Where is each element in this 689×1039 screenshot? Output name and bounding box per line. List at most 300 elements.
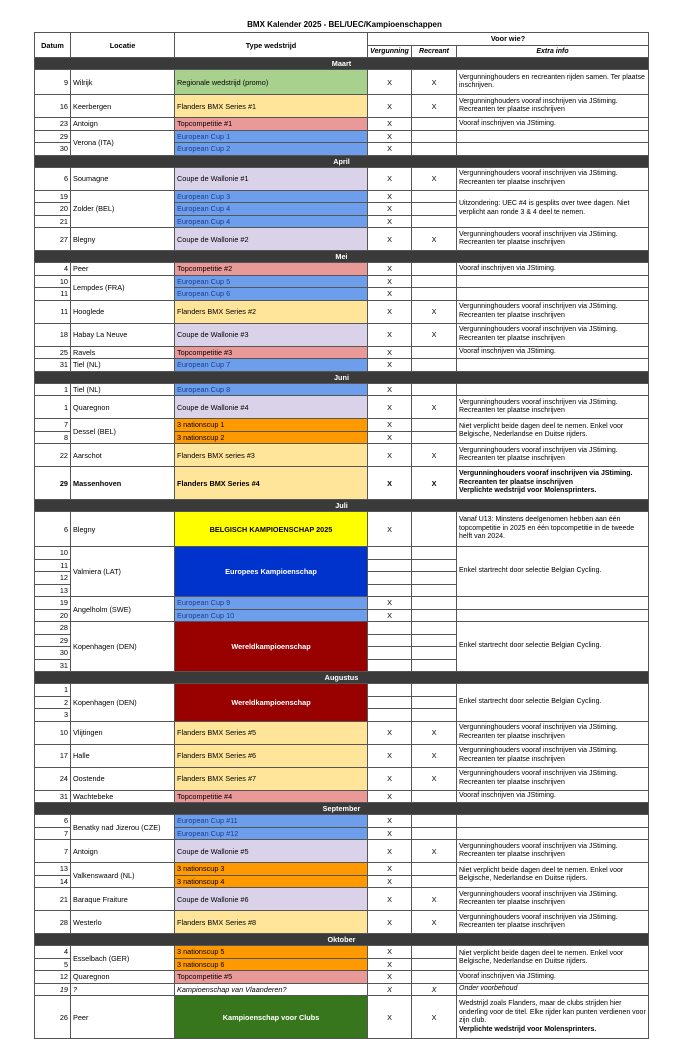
extra-info-note: Verplichte wedstrijd voor Molensprinters. [459,1025,597,1033]
extra-info-note: Verplichte wedstrijd voor Molensprinters. [459,487,597,495]
race-type-cell: European Cup #11 [175,815,368,828]
extra-info-cell [457,983,649,996]
location-cell: Benatky nad Jizerou (CZE) [71,815,175,840]
location-cell: Peer [71,996,175,1039]
extra-info-cell [457,840,649,863]
extra-info-text: Uitzondering: UEC #4 is gesplits over twee dagen. Niet verplicht aan ronde 3 & 4 deel te nemen. [459,200,630,216]
vergunning-cell [368,659,412,672]
date-cell: 31 [35,359,71,372]
vergunning-cell: X [368,288,412,301]
race-type-cell: Topcompetitie #2 [175,263,368,276]
extra-info-cell [457,323,649,346]
extra-info-text: Vooraf inschrijven via JStiming. [459,348,556,355]
vergunning-cell [368,634,412,647]
vergunning-cell: X [368,863,412,876]
extra-info-text: Niet verplicht beide dagen deel te nemen. Enkel voor Belgische, Nederlandse en Duitse rijders. [459,422,624,438]
vergunning-cell: X [368,827,412,840]
race-type-cell: Coupe de Wallonie #6 [175,888,368,911]
calendar-row [35,419,649,432]
location-cell: Oostende [71,767,175,790]
recreant-cell [412,572,457,585]
vergunning-cell: X [368,263,412,276]
extra-info-cell [457,118,649,131]
race-type-cell: Coupe de Wallonie #3 [175,323,368,346]
location-cell: Ravels [71,346,175,359]
recreant-cell [412,696,457,709]
vergunning-cell: X [368,383,412,396]
recreant-cell [412,431,457,444]
vergunning-cell: X [368,790,412,803]
vergunning-cell: X [368,118,412,131]
header-locatie: Locatie [71,33,175,58]
recreant-cell [412,790,457,803]
month-label: April [35,155,649,167]
date-cell: 2 [35,696,71,709]
race-type-cell: European Cup 1 [175,130,368,143]
extra-info-text: Vergunninghouders en recreanten rijden samen. Ter plaatse inschrijven. [459,73,645,89]
date-cell: 14 [35,875,71,888]
extra-info-cell [457,684,649,722]
extra-info-cell [457,70,649,95]
race-type-cell: Topcompetitie #5 [175,971,368,984]
calendar-row [35,396,649,419]
recreant-cell: X [412,167,457,190]
race-type-cell: European Cup 4 [175,203,368,216]
calendar-table [34,32,649,1039]
race-type-cell: 3 nationscup 5 [175,946,368,959]
extra-info-cell [457,288,649,301]
calendar-row [35,888,649,911]
header-recreant: Recreant [412,45,457,58]
race-type-cell: Flanders BMX Series #8 [175,911,368,934]
recreant-cell [412,597,457,610]
extra-info-cell [457,721,649,744]
calendar-row [35,911,649,934]
race-type-cell: Flanders BMX series #3 [175,444,368,467]
month-label: Juli [35,500,649,512]
recreant-cell: X [412,744,457,767]
extra-info-cell [457,359,649,372]
vergunning-cell: X [368,888,412,911]
vergunning-cell: X [368,467,412,500]
date-cell: 20 [35,203,71,216]
vergunning-cell: X [368,996,412,1039]
vergunning-cell: X [368,130,412,143]
location-cell: Blegny [71,512,175,547]
extra-info-cell [457,467,649,500]
recreant-cell: X [412,840,457,863]
extra-info-text: Vooraf inschrijven via JStiming. [459,119,556,127]
recreant-cell [412,346,457,359]
extra-info-text: Vergunninghouders vooraf inschrijven via JStiming. Recreanten ter plaatse inschrijven [459,470,633,486]
extra-info-text: Vergunninghouders vooraf inschrijven via JStiming. Recreanten ter plaatse inschrijven [459,398,618,414]
extra-info-cell [457,263,649,276]
month-label: September [35,803,649,815]
recreant-cell [412,203,457,216]
recreant-cell: X [412,300,457,323]
extra-info-text: Vergunninghouders vooraf inschrijven via JStiming. Recreanten ter plaatse inschrijven [459,913,618,929]
vergunning-cell [368,709,412,722]
recreant-cell: X [412,767,457,790]
recreant-cell [412,419,457,432]
vergunning-cell: X [368,323,412,346]
extra-info-cell [457,815,649,828]
race-type-cell: Flanders BMX Series #2 [175,300,368,323]
race-type-cell: European Cup 4 [175,215,368,228]
race-type-cell: European Cup 5 [175,275,368,288]
location-cell: Quaregnon [71,396,175,419]
vergunning-cell: X [368,396,412,419]
header-vergunning: Vergunning [368,45,412,58]
extra-info-cell [457,547,649,597]
month-row [35,803,649,815]
date-cell: 7 [35,827,71,840]
month-row [35,251,649,263]
calendar-row [35,275,649,288]
calendar-row [35,383,649,396]
race-type-cell: European Cup 3 [175,190,368,203]
recreant-cell [412,875,457,888]
vergunning-cell: X [368,143,412,156]
recreant-cell [412,647,457,660]
location-cell: Tiel (NL) [71,359,175,372]
location-cell: Baraque Fraiture [71,888,175,911]
month-row [35,934,649,946]
race-type-cell: Coupe de Wallonie #4 [175,396,368,419]
recreant-cell: X [412,911,457,934]
recreant-cell [412,143,457,156]
date-cell: 27 [35,228,71,251]
recreant-cell [412,263,457,276]
vergunning-cell: X [368,95,412,118]
extra-info-cell [457,767,649,790]
date-cell: 28 [35,622,71,635]
extra-info-cell [457,996,649,1039]
header-row [35,33,649,46]
month-row [35,672,649,684]
extra-info-text: Vooraf inschrijven via JStiming. [459,792,556,799]
header-type: Type wedstrijd [175,33,368,58]
date-cell: 21 [35,888,71,911]
recreant-cell: X [412,444,457,467]
extra-info-cell [457,946,649,971]
location-cell: Kopenhagen (DEN) [71,622,175,672]
calendar-row [35,167,649,190]
extra-info-cell [457,396,649,419]
location-cell: Halle [71,744,175,767]
month-row [35,155,649,167]
recreant-cell [412,684,457,697]
race-type-cell: European Cup 9 [175,597,368,610]
race-type-cell: European Cup #12 [175,827,368,840]
calendar-row [35,547,649,560]
date-cell: 13 [35,584,71,597]
recreant-cell: X [412,888,457,911]
location-cell: Valmiera (LAT) [71,547,175,597]
recreant-cell: X [412,95,457,118]
recreant-cell [412,827,457,840]
date-cell: 4 [35,263,71,276]
date-cell: 20 [35,609,71,622]
vergunning-cell [368,696,412,709]
recreant-cell [412,971,457,984]
race-type-cell: Topcompetitie #1 [175,118,368,131]
race-type-cell: European Cup 7 [175,359,368,372]
race-type-cell: European Cup 10 [175,609,368,622]
extra-info-text: Vergunninghouders vooraf inschrijven via JStiming. Recreanten ter plaatse inschrijven [459,724,618,740]
extra-info-cell [457,863,649,888]
race-type-cell: European Cup 6 [175,288,368,301]
vergunning-cell: X [368,983,412,996]
extra-info-text: Vergunninghouders vooraf inschrijven via JStiming. Recreanten ter plaatse inschrijven [459,97,618,113]
month-row [35,500,649,512]
date-cell: 30 [35,143,71,156]
vergunning-cell: X [368,971,412,984]
vergunning-cell: X [368,215,412,228]
race-type-cell: Coupe de Wallonie #5 [175,840,368,863]
extra-info-text: Vergunninghouders vooraf inschrijven via JStiming. Recreanten ter plaatse inschrijven [459,842,618,858]
recreant-cell: X [412,996,457,1039]
location-cell: Aarschot [71,444,175,467]
recreant-cell [412,547,457,560]
date-cell: 9 [35,70,71,95]
race-type-cell: Flanders BMX Series #1 [175,95,368,118]
date-cell: 11 [35,559,71,572]
calendar-row [35,190,649,203]
race-type-cell: Europees Kampioenschap [175,547,368,597]
location-cell: Antoign [71,840,175,863]
recreant-cell [412,512,457,547]
document-title: BMX Kalender 2025 - BEL/UEC/Kampioenschappen [247,20,442,29]
recreant-cell [412,215,457,228]
extra-info-cell [457,143,649,156]
race-type-cell: Wereldkampioenschap [175,684,368,722]
recreant-cell: X [412,70,457,95]
vergunning-cell: X [368,767,412,790]
vergunning-cell: X [368,70,412,95]
race-type-cell: 3 nationscup 1 [175,419,368,432]
month-label: Juni [35,371,649,383]
location-cell: ? [71,983,175,996]
calendar-row [35,346,649,359]
vergunning-cell: X [368,300,412,323]
date-cell: 29 [35,634,71,647]
recreant-cell [412,609,457,622]
vergunning-cell: X [368,444,412,467]
month-row [35,371,649,383]
extra-info-cell [457,622,649,672]
date-cell: 5 [35,958,71,971]
vergunning-cell: X [368,609,412,622]
race-type-cell: Flanders BMX Series #6 [175,744,368,767]
date-cell: 21 [35,215,71,228]
vergunning-cell: X [368,815,412,828]
date-cell: 19 [35,190,71,203]
location-cell: Dessel (BEL) [71,419,175,444]
vergunning-cell [368,584,412,597]
location-cell: Angelholm (SWE) [71,597,175,622]
extra-info-text: Vergunninghouders vooraf inschrijven via JStiming. Recreanten ter plaatse inschrijven [459,747,618,763]
calendar-row [35,815,649,828]
recreant-cell [412,130,457,143]
recreant-cell [412,288,457,301]
extra-info-cell [457,419,649,444]
calendar-row [35,983,649,996]
calendar-row [35,359,649,372]
date-cell: 1 [35,684,71,697]
calendar-row [35,996,649,1039]
calendar-row [35,744,649,767]
race-type-cell: 3 nationscup 6 [175,958,368,971]
extra-info-cell [457,888,649,911]
race-type-cell: European Cup 2 [175,143,368,156]
date-cell: 10 [35,721,71,744]
vergunning-cell: X [368,431,412,444]
race-type-cell: Flanders BMX Series #7 [175,767,368,790]
recreant-cell [412,584,457,597]
location-cell: Peer [71,263,175,276]
date-cell: 12 [35,572,71,585]
location-cell: Soumagne [71,167,175,190]
extra-info-cell [457,744,649,767]
header-extra-info: Extra info [457,45,649,58]
date-cell: 25 [35,346,71,359]
location-cell: Esselbach (GER) [71,946,175,971]
vergunning-cell [368,684,412,697]
race-type-cell: Topcompetitie #4 [175,790,368,803]
vergunning-cell: X [368,946,412,959]
month-label: Mei [35,251,649,263]
extra-info-cell [457,827,649,840]
location-cell: Westerlo [71,911,175,934]
extra-info-text: Vergunninghouders vooraf inschrijven via JStiming. Recreanten ter plaatse inschrijven [459,770,618,786]
extra-info-text: Vergunninghouders vooraf inschrijven via JStiming. Recreanten ter plaatse inschrijven [459,326,618,342]
month-label: Oktober [35,934,649,946]
date-cell: 12 [35,971,71,984]
recreant-cell [412,359,457,372]
recreant-cell: X [412,228,457,251]
recreant-cell [412,815,457,828]
date-cell: 7 [35,840,71,863]
date-cell: 17 [35,744,71,767]
date-cell: 3 [35,709,71,722]
extra-info-cell [457,597,649,610]
date-cell: 10 [35,547,71,560]
date-cell: 23 [35,118,71,131]
recreant-cell [412,118,457,131]
extra-info-cell [457,275,649,288]
vergunning-cell: X [368,275,412,288]
vergunning-cell [368,622,412,635]
extra-info-text: Onder voorbehoud [459,985,518,992]
race-type-cell: Coupe de Wallonie #1 [175,167,368,190]
month-row [35,58,649,70]
race-type-cell: European Cup 8 [175,383,368,396]
vergunning-cell: X [368,597,412,610]
calendar-row [35,840,649,863]
race-type-cell: Flanders BMX Series #4 [175,467,368,500]
extra-info-cell [457,971,649,984]
calendar-row [35,70,649,95]
vergunning-cell [368,647,412,660]
location-cell: Keerbergen [71,95,175,118]
extra-info-text: Vanaf U13: Minstens deelgenomen hebben aan één topcompetitie in 2025 en één topcompetitie in de tweede helft van 2024. [459,516,635,541]
calendar-row [35,767,649,790]
race-type-cell: Kampioenschap van Vlaanderen? [175,983,368,996]
vergunning-cell: X [368,190,412,203]
date-cell: 26 [35,996,71,1039]
extra-info-cell [457,609,649,622]
month-label: Maart [35,58,649,70]
vergunning-cell [368,547,412,560]
extra-info-text: Vergunninghouders vooraf inschrijven via JStiming. Recreanten ter plaatse inschrijven [459,303,618,319]
extra-info-cell [457,190,649,228]
vergunning-cell: X [368,958,412,971]
vergunning-cell: X [368,721,412,744]
vergunning-cell: X [368,228,412,251]
extra-info-text: Vergunninghouders vooraf inschrijven via JStiming. Recreanten ter plaatse inschrijven [459,170,618,186]
location-cell: Massenhoven [71,467,175,500]
recreant-cell [412,634,457,647]
date-cell: 24 [35,767,71,790]
vergunning-cell: X [368,359,412,372]
race-type-cell: Regionale wedstrijd (promo) [175,70,368,95]
date-cell: 4 [35,946,71,959]
calendar-row [35,790,649,803]
date-cell: 29 [35,467,71,500]
location-cell: Valkenswaard (NL) [71,863,175,888]
calendar-row [35,863,649,876]
race-type-cell: Flanders BMX Series #5 [175,721,368,744]
calendar-row [35,95,649,118]
race-type-cell: 3 nationscup 4 [175,875,368,888]
location-cell: Tiel (NL) [71,383,175,396]
recreant-cell: X [412,721,457,744]
extra-info-text: Wedstrijd zoals Flanders, maar de clubs strijden hier onderling voor de titel. Elke rijder kan punten verdienen voor zijn club. [459,1000,646,1024]
date-cell: 28 [35,911,71,934]
location-cell: Vlijtingen [71,721,175,744]
date-cell: 31 [35,790,71,803]
extra-info-text: Vergunninghouders vooraf inschrijven via JStiming. Recreanten ter plaatse inschrijven [459,446,618,462]
month-label: Augustus [35,672,649,684]
extra-info-cell [457,790,649,803]
race-type-cell: 3 nationscup 3 [175,863,368,876]
location-cell: Kopenhagen (DEN) [71,684,175,722]
extra-info-cell [457,512,649,547]
date-cell: 11 [35,300,71,323]
vergunning-cell: X [368,419,412,432]
recreant-cell [412,275,457,288]
calendar-row [35,512,649,547]
recreant-cell: X [412,396,457,419]
date-cell: 16 [35,95,71,118]
extra-info-cell [457,130,649,143]
vergunning-cell: X [368,840,412,863]
race-type-cell: BELGISCH KAMPIOENSCHAP 2025 [175,512,368,547]
recreant-cell [412,946,457,959]
race-type-cell: Wereldkampioenschap [175,622,368,672]
vergunning-cell: X [368,346,412,359]
recreant-cell [412,659,457,672]
vergunning-cell: X [368,875,412,888]
recreant-cell [412,958,457,971]
extra-info-text: Vergunninghouders vooraf inschrijven via JStiming. Recreanten ter plaatse inschrijven [459,890,618,906]
recreant-cell [412,190,457,203]
date-cell: 6 [35,167,71,190]
vergunning-cell [368,559,412,572]
header-voor-wie: Voor wie? [368,33,649,46]
recreant-cell: X [412,323,457,346]
